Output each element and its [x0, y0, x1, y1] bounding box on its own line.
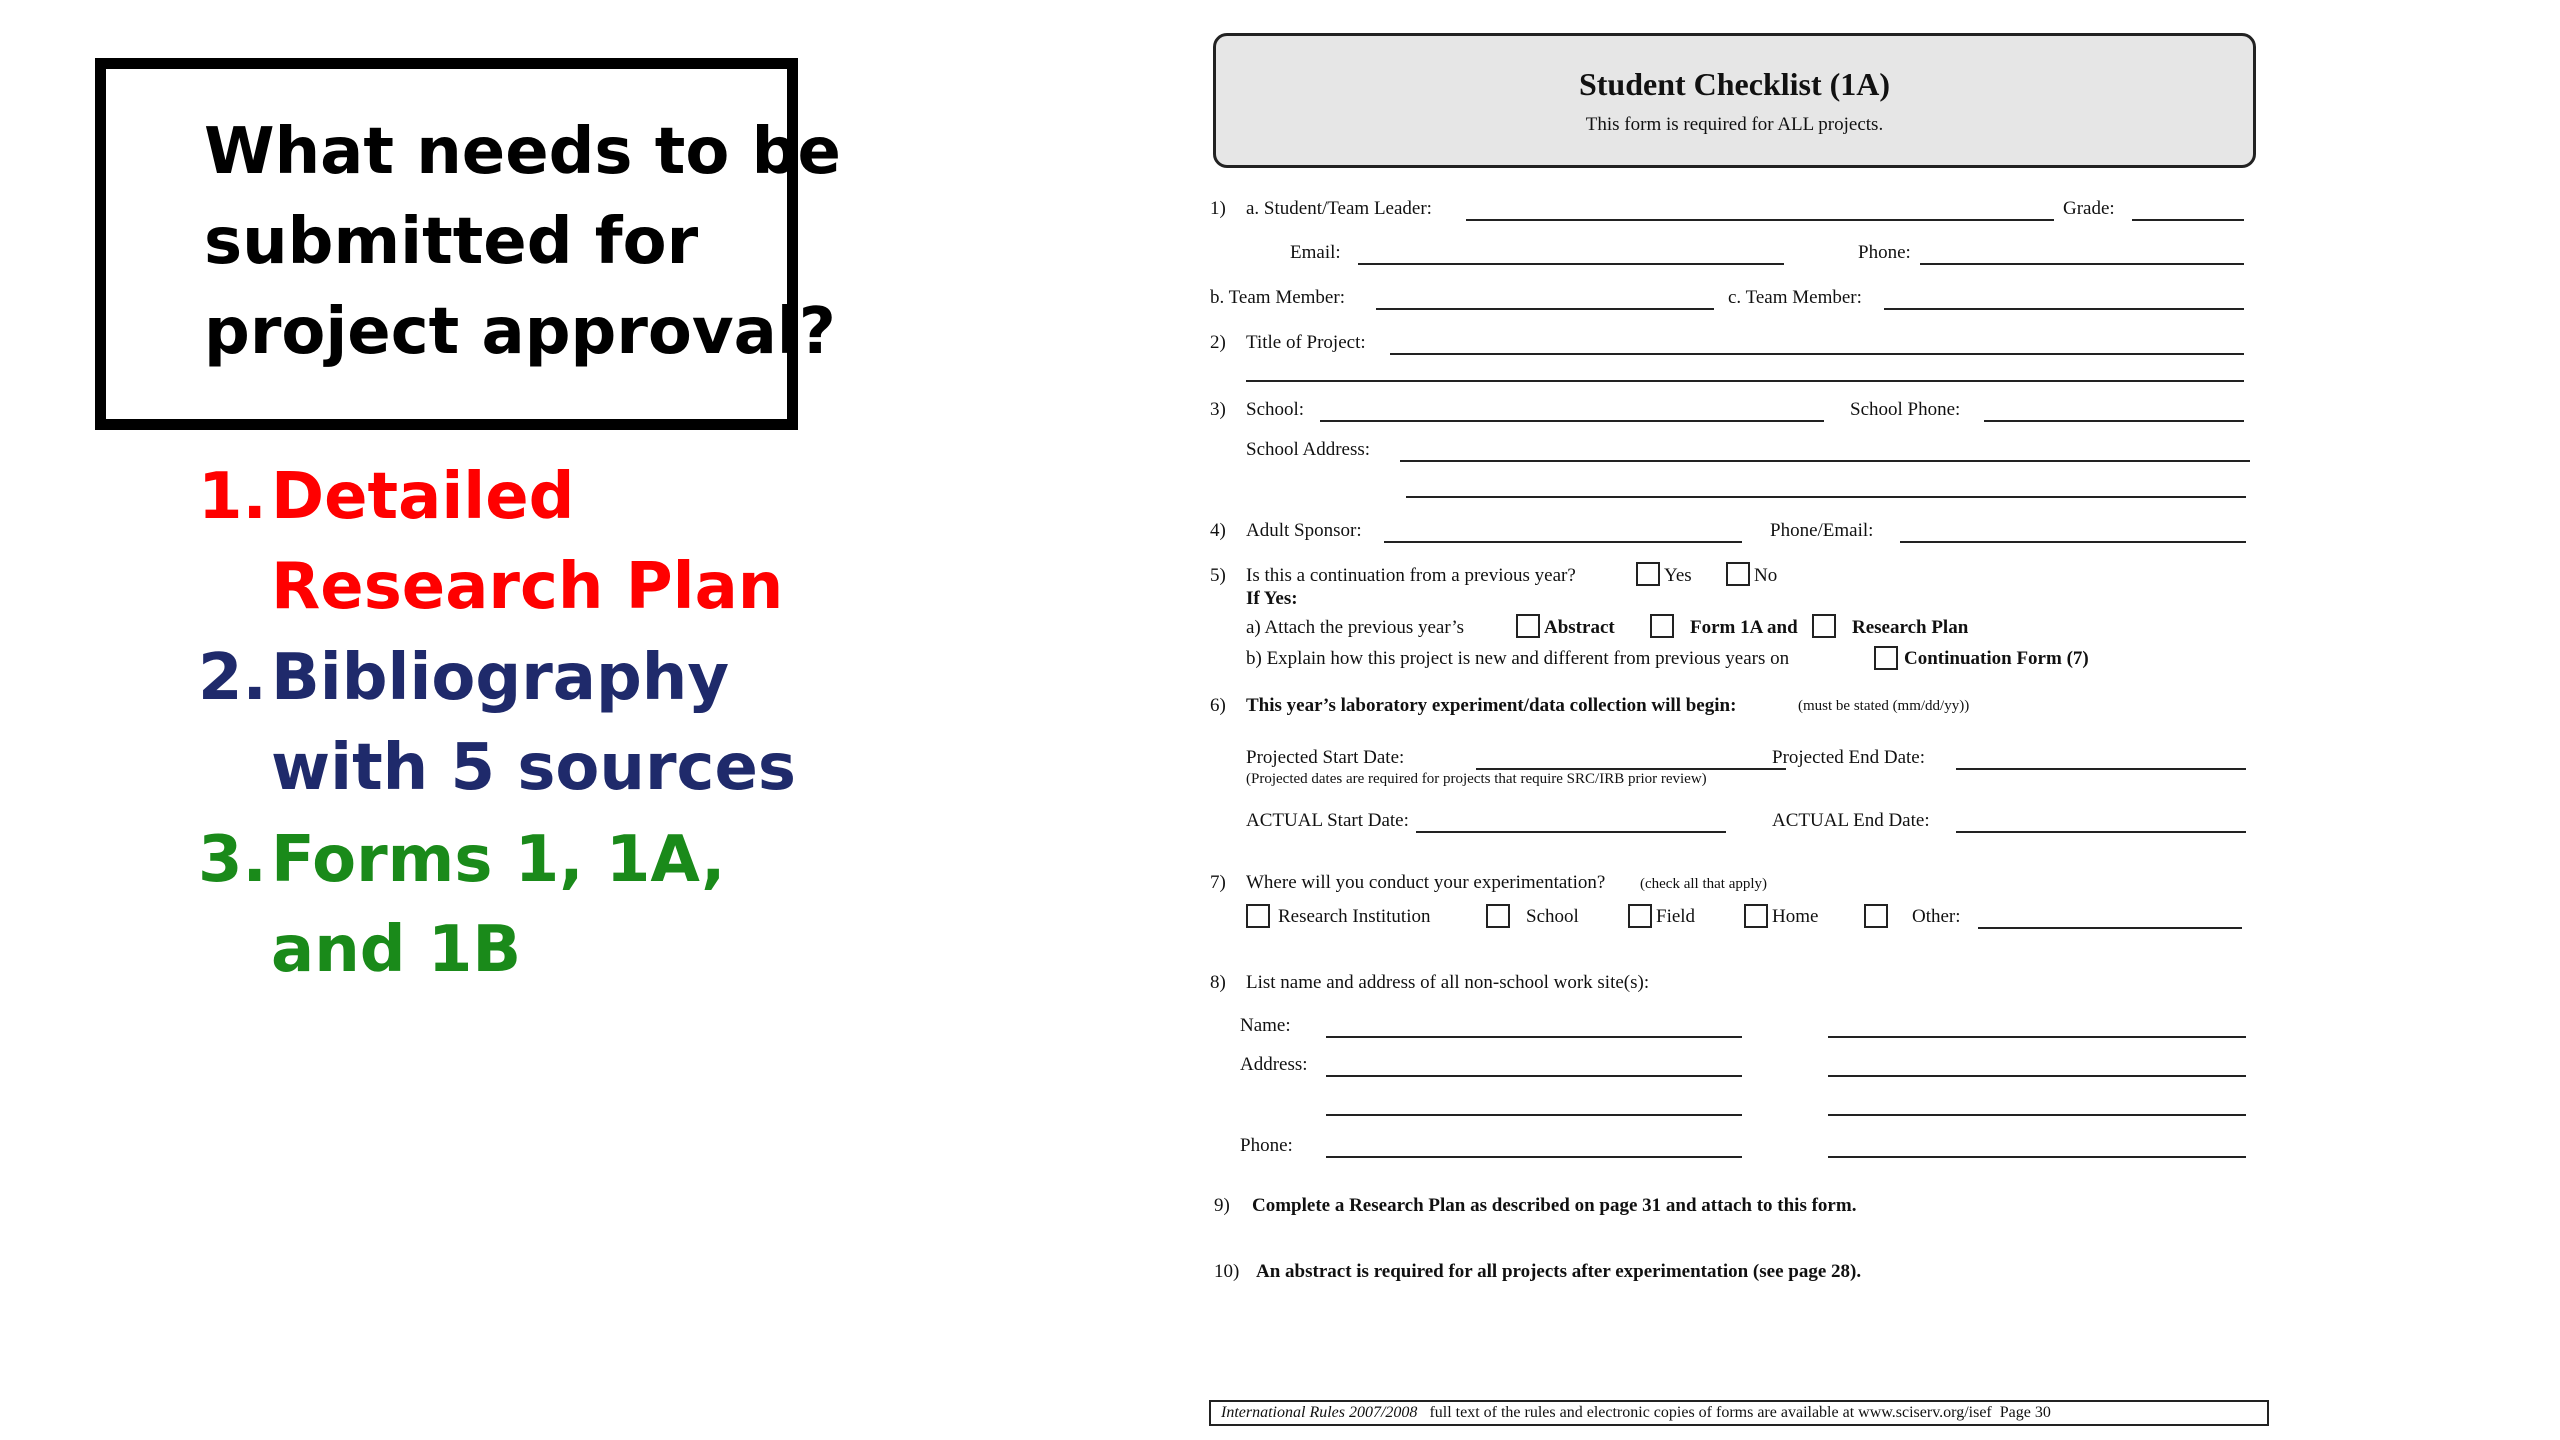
- yes-checkbox[interactable]: [1636, 562, 1660, 586]
- form-header: [1213, 33, 2256, 168]
- research-institution-checkbox[interactable]: [1246, 904, 1270, 928]
- form-subtitle: This form is required for ALL projects.: [1585, 114, 1884, 135]
- research-plan-instruction: Complete a Research Plan as described on page 31 and attach to this form.: [1252, 1195, 1857, 1216]
- phone-email-field[interactable]: [1900, 541, 2246, 543]
- student-checklist-form: [1190, 20, 2270, 1420]
- date-format-note: (must be stated (mm/dd/yy)): [1798, 698, 1970, 714]
- site-phone-field-2[interactable]: [1828, 1156, 2246, 1158]
- phone-field[interactable]: [1920, 263, 2244, 265]
- phone-email-label: Phone/Email:: [1770, 520, 1874, 541]
- other-label: Other:: [1912, 906, 1961, 927]
- requirement-text: Forms 1, 1A,: [271, 823, 726, 897]
- team-member-c-label: c. Team Member:: [1728, 287, 1862, 308]
- site-address-field-3[interactable]: [1326, 1114, 1742, 1116]
- phone-label: Phone:: [1858, 242, 1911, 263]
- q1-leader-label: a. Student/Team Leader:: [1246, 198, 1432, 219]
- actual-end-field[interactable]: [1956, 831, 2246, 833]
- question-line-1: What needs to be: [204, 115, 841, 189]
- abstract-checkbox[interactable]: [1516, 614, 1540, 638]
- actual-start-label: ACTUAL Start Date:: [1246, 810, 1409, 831]
- requirement-number: 3.: [198, 823, 267, 897]
- school-field[interactable]: [1320, 420, 1824, 422]
- site-address-field-4[interactable]: [1828, 1114, 2246, 1116]
- site-name-field-2[interactable]: [1828, 1036, 2246, 1038]
- no-label: No: [1754, 565, 1778, 586]
- actual-start-field[interactable]: [1416, 831, 1726, 833]
- home-checkbox[interactable]: [1744, 904, 1768, 928]
- q10-number: 10): [1214, 1261, 1240, 1282]
- project-title-field[interactable]: [1390, 353, 2244, 355]
- experiment-begin-label: This year’s laboratory experiment/data collection will begin:: [1246, 695, 1737, 716]
- q9-number: 9): [1214, 1195, 1230, 1216]
- project-title-label: Title of Project:: [1246, 332, 1366, 353]
- attach-label: a) Attach the previous year’s: [1246, 617, 1465, 638]
- school-option-label: School: [1526, 906, 1579, 927]
- requirement-text: Bibliography: [271, 641, 730, 715]
- requirement-text: with 5 sources: [271, 731, 796, 805]
- requirement-number: 1.: [198, 460, 267, 534]
- school-phone-label: School Phone:: [1850, 399, 1961, 420]
- q7-number: 7): [1210, 872, 1226, 893]
- site-name-label: Name:: [1240, 1015, 1291, 1036]
- projected-dates-note: (Projected dates are required for projects that require SRC/IRB prior review): [1246, 771, 1707, 787]
- school-address-field[interactable]: [1400, 460, 2250, 462]
- site-address-label: Address:: [1240, 1054, 1308, 1075]
- site-phone-field-1[interactable]: [1326, 1156, 1742, 1158]
- continuation-question: Is this a continuation from a previous year?: [1246, 565, 1576, 586]
- q2-number: 2): [1210, 332, 1226, 353]
- yes-label: Yes: [1664, 565, 1692, 586]
- actual-end-label: ACTUAL End Date:: [1772, 810, 1930, 831]
- research-plan-label: Research Plan: [1852, 617, 1969, 638]
- continuation-form-label: Continuation Form (7): [1904, 648, 2089, 669]
- grade-label: Grade:: [2063, 198, 2115, 219]
- field-label: Field: [1656, 906, 1696, 927]
- form-1a-checkbox[interactable]: [1650, 614, 1674, 638]
- home-label: Home: [1772, 906, 1819, 927]
- abstract-label: Abstract: [1544, 617, 1615, 638]
- team-member-b-label: b. Team Member:: [1210, 287, 1345, 308]
- explain-label: b) Explain how this project is new and different from previous years on: [1246, 648, 1790, 669]
- continuation-checkbox[interactable]: [1874, 646, 1898, 670]
- projected-end-field[interactable]: [1956, 768, 2246, 770]
- q1-number: 1): [1210, 198, 1226, 219]
- question-line-3: project approval?: [204, 295, 836, 369]
- site-name-field-1[interactable]: [1326, 1036, 1742, 1038]
- if-yes-label: If Yes:: [1246, 588, 1298, 609]
- q8-number: 8): [1210, 972, 1226, 993]
- projected-start-label: Projected Start Date:: [1246, 747, 1405, 768]
- school-label: School:: [1246, 399, 1305, 420]
- form-title: Student Checklist (1A): [1578, 66, 1891, 102]
- other-checkbox[interactable]: [1864, 904, 1888, 928]
- location-question: Where will you conduct your experimentation?: [1246, 872, 1606, 893]
- team-member-c-field[interactable]: [1884, 308, 2244, 310]
- question-box: [95, 58, 841, 430]
- adult-sponsor-label: Adult Sponsor:: [1246, 520, 1362, 541]
- adult-sponsor-field[interactable]: [1384, 541, 1742, 543]
- research-plan-checkbox[interactable]: [1812, 614, 1836, 638]
- form-footer: [1209, 1400, 2269, 1426]
- question-line-2: submitted for: [204, 205, 699, 279]
- leader-field[interactable]: [1466, 219, 2054, 221]
- email-field[interactable]: [1358, 263, 1784, 265]
- field-checkbox[interactable]: [1628, 904, 1652, 928]
- footer-rules: International Rules 2007/2008: [1221, 1404, 1418, 1421]
- school-address-label: School Address:: [1246, 439, 1371, 460]
- work-site-question: List name and address of all non-school work site(s):: [1246, 972, 1650, 993]
- site-phone-label: Phone:: [1240, 1135, 1293, 1156]
- abstract-instruction: An abstract is required for all projects after experimentation (see page 28).: [1256, 1261, 1862, 1282]
- projected-end-label: Projected End Date:: [1772, 747, 1926, 768]
- grade-field[interactable]: [2132, 219, 2244, 221]
- q3-number: 3): [1210, 399, 1226, 420]
- q6-number: 6): [1210, 695, 1226, 716]
- projected-start-field[interactable]: [1476, 768, 1786, 770]
- no-checkbox[interactable]: [1726, 562, 1750, 586]
- requirement-text: Detailed: [271, 460, 575, 534]
- school-address-field-2[interactable]: [1406, 496, 2246, 498]
- footer-page: Page 30: [1999, 1404, 2051, 1421]
- research-institution-label: Research Institution: [1278, 906, 1431, 927]
- other-field[interactable]: [1978, 927, 2242, 929]
- site-address-field-1[interactable]: [1326, 1075, 1742, 1077]
- footer-text: full text of the rules and electronic copies of forms are available at www.sciserv.org/isef: [1429, 1404, 1992, 1421]
- requirement-number: 2.: [198, 641, 267, 715]
- school-checkbox[interactable]: [1486, 904, 1510, 928]
- check-all-note: (check all that apply): [1640, 876, 1768, 892]
- team-member-b-field[interactable]: [1376, 308, 1714, 310]
- q4-number: 4): [1210, 520, 1226, 541]
- school-phone-field[interactable]: [1984, 420, 2244, 422]
- email-label: Email:: [1290, 242, 1341, 263]
- site-address-field-2[interactable]: [1828, 1075, 2246, 1077]
- project-title-field-2[interactable]: [1246, 380, 2244, 382]
- q5-number: 5): [1210, 565, 1226, 586]
- form-1a-label: Form 1A and: [1690, 617, 1798, 638]
- requirement-text: Research Plan: [271, 550, 784, 624]
- requirement-text: and 1B: [271, 913, 522, 987]
